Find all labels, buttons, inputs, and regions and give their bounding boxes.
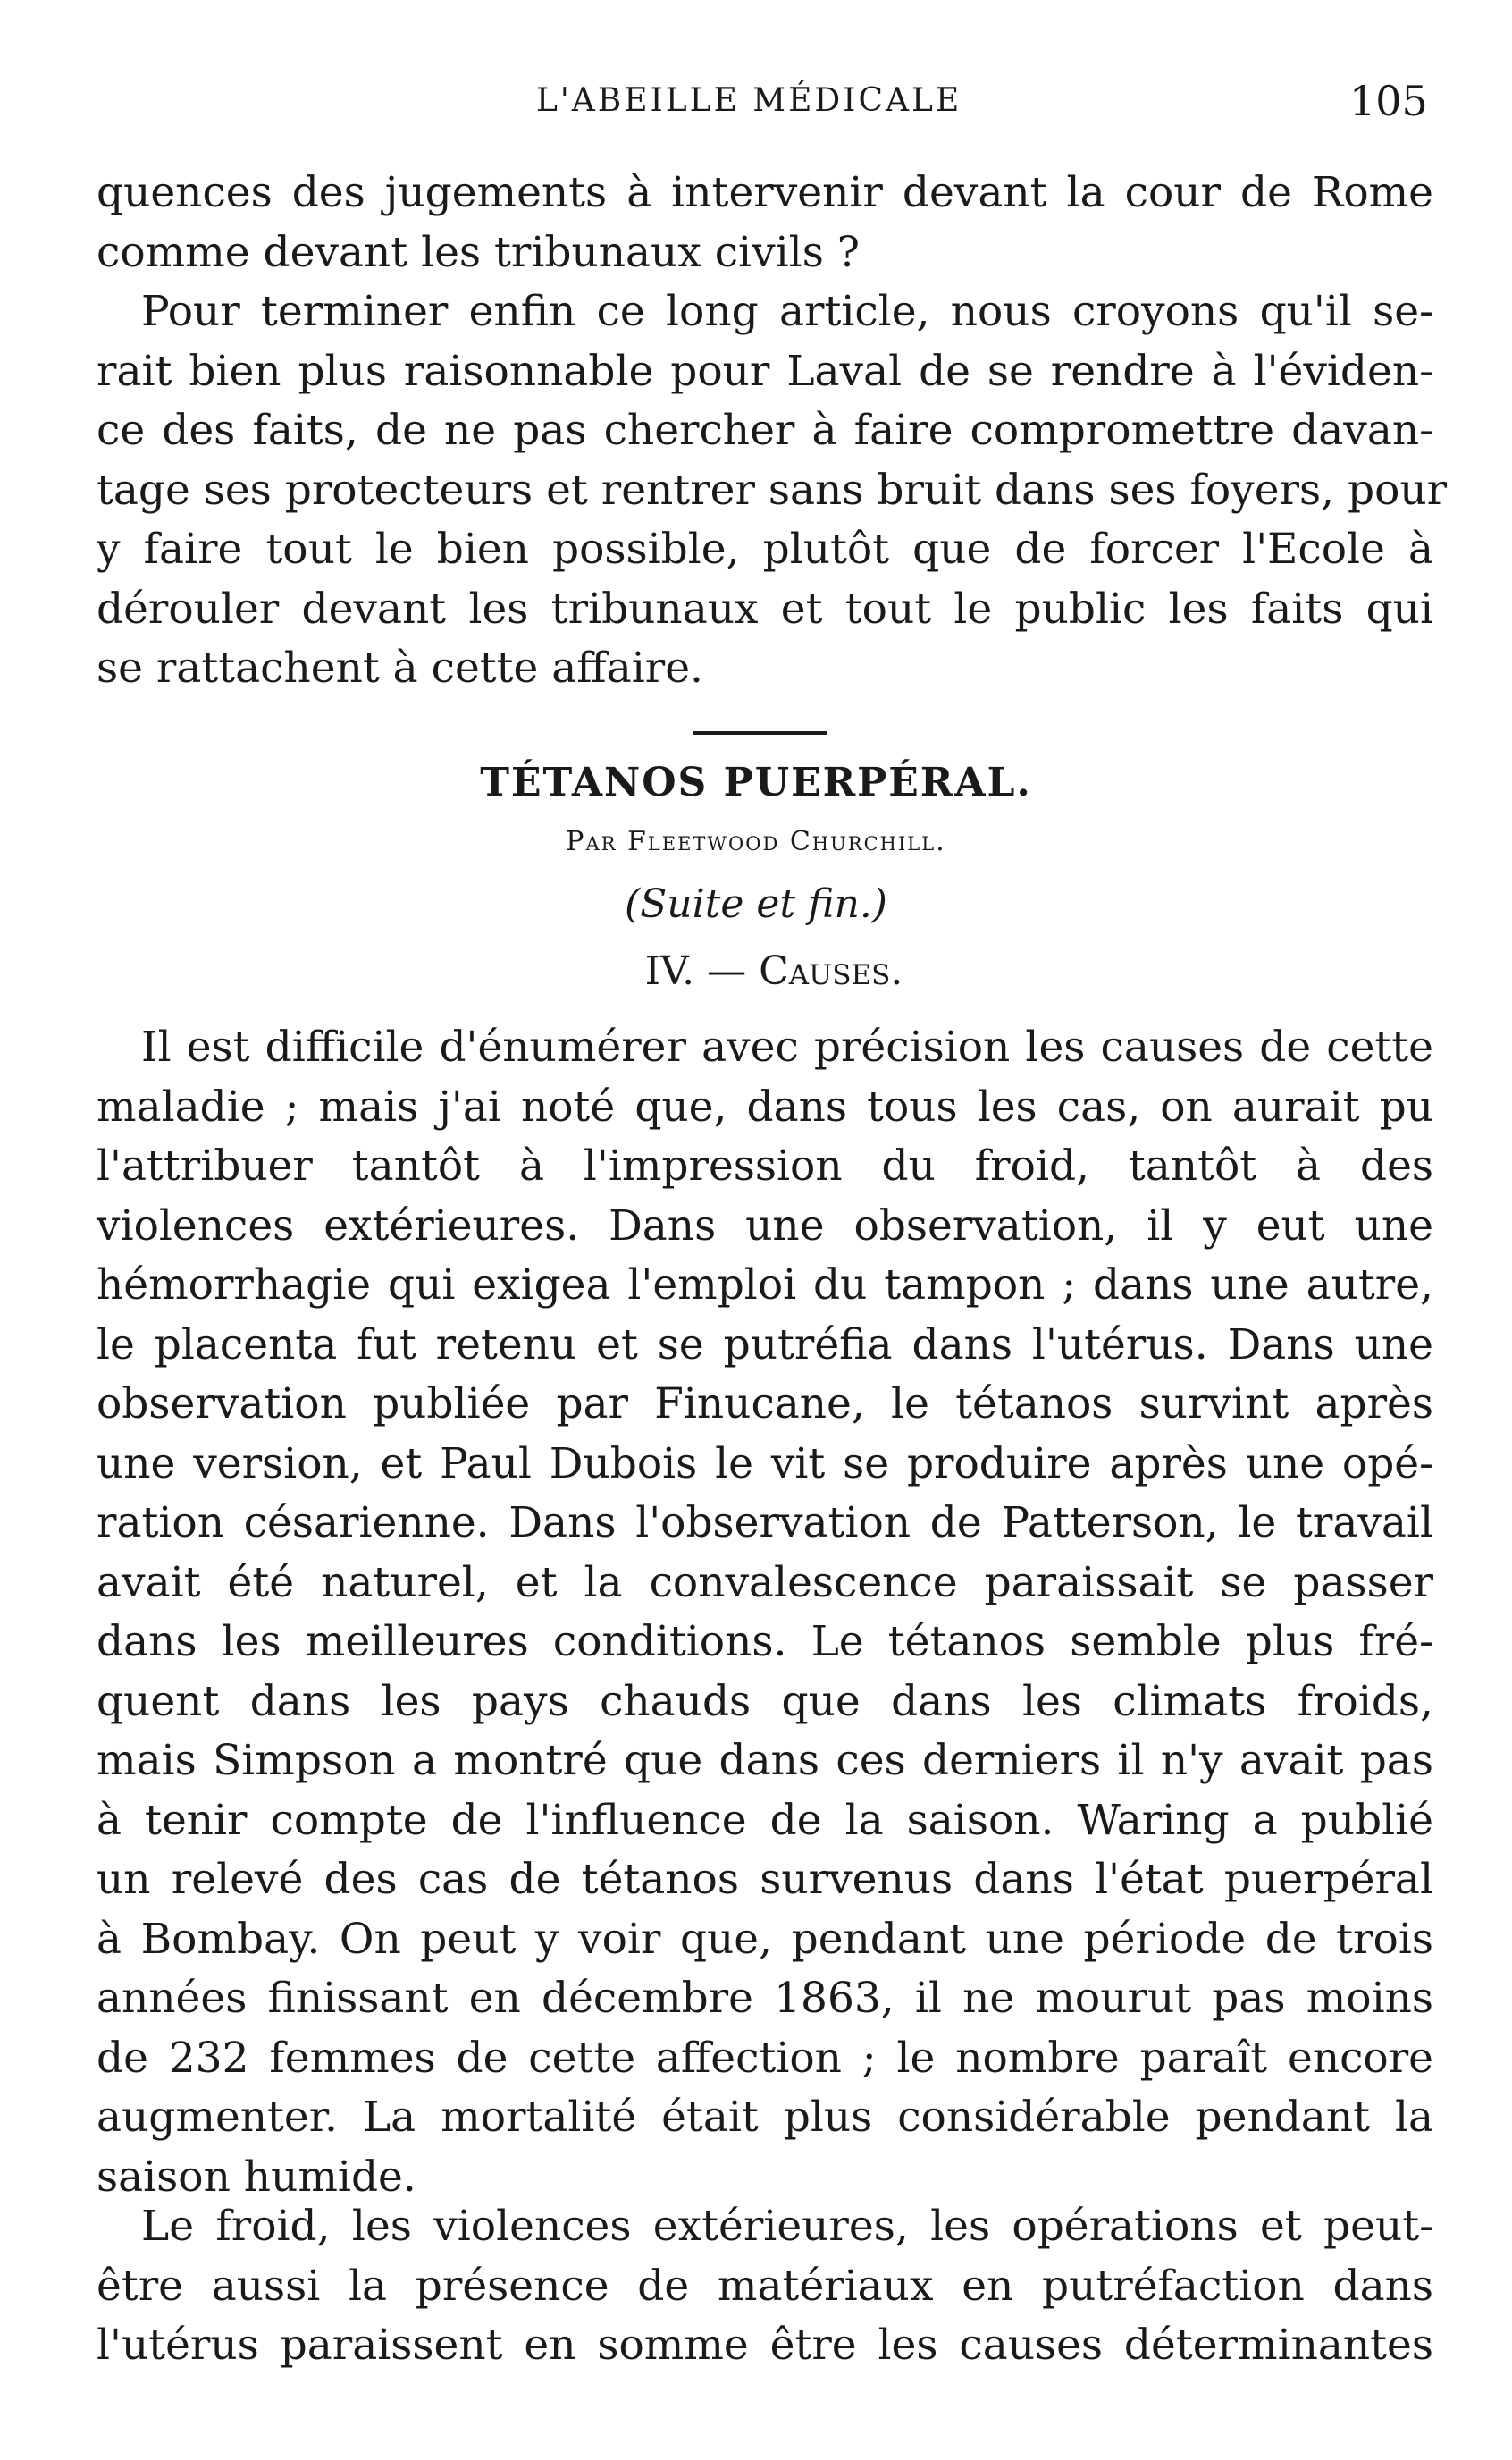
section-rule — [693, 731, 827, 735]
text-line: mais Simpson a montré que dans ces derniers il n'y avait pas — [97, 1736, 1433, 1785]
text-line: à Bombay. On peut y voir que, pendant une période de trois — [97, 1914, 1433, 1964]
text-line: tage ses protecteurs et rentrer sans bruit dans ses foyers, pour — [97, 465, 1448, 515]
text-line: à tenir compte de l'influence de la saison. Waring a publié — [97, 1795, 1433, 1845]
text-line: Il est difficile d'énumérer avec précision les causes de cette — [141, 1023, 1433, 1072]
text-line: le placenta fut retenu et se putréfia dans l'utérus. Dans une — [97, 1319, 1433, 1369]
continuation-note: (Suite et fin.) — [625, 881, 887, 927]
text-line: comme devant les tribunaux civils ? — [97, 227, 860, 277]
text-line: dérouler devant les tribunaux et tout le public les faits qui — [97, 584, 1433, 634]
paragraph-2 — [97, 282, 1448, 699]
paragraph-3 — [97, 1018, 1433, 2207]
text-line: ce des faits, de ne pas chercher à faire compromettre davan- — [97, 406, 1433, 455]
text-line: augmenter. La mortalité était plus considérable pendant la — [97, 2093, 1433, 2142]
text-line: de 232 femmes de cette affection ; le nombre paraît encore — [97, 2033, 1433, 2083]
text-line: l'attribuer tantôt à l'impression du froid, tantôt à des — [97, 1142, 1433, 1191]
text-line: avait été naturel, et la convalescence paraissait se passer — [97, 1557, 1433, 1607]
text-line: un relevé des cas de tétanos survenus dans l'état puerpéral — [97, 1855, 1433, 1904]
paragraph-4 — [97, 2197, 1433, 2376]
article-byline: Par Fleetwood Churchill. — [566, 826, 946, 857]
text-line: dans les meilleures conditions. Le tétanos semble plus fré- — [97, 1617, 1433, 1666]
text-line: être aussi la présence de matériaux en putréfaction dans — [97, 2261, 1433, 2311]
running-title: L'ABEILLE MÉDICALE — [536, 82, 962, 119]
text-line: rait bien plus raisonnable pour Laval de se rendre à l'éviden- — [97, 346, 1433, 396]
section-heading: IV. — Causes. — [644, 948, 903, 994]
text-line: Pour terminer enfin ce long article, nous croyons qu'il se- — [141, 287, 1433, 336]
text-line: violences extérieures. Dans une observation, il y eut une — [97, 1201, 1433, 1251]
text-line: hémorrhagie qui exigea l'emploi du tampon ; dans une autre, — [97, 1260, 1433, 1310]
paragraph-1 — [97, 164, 1433, 282]
article-title: TÉTANOS PUERPÉRAL. — [480, 760, 1032, 805]
text-line: y faire tout le bien possible, plutôt que de forcer l'Ecole à — [97, 525, 1433, 574]
text-line: l'utérus paraissent en somme être les causes déterminantes — [97, 2321, 1433, 2370]
text-line: observation publiée par Finucane, le tétanos survint après — [97, 1379, 1433, 1428]
text-line: ration césarienne. Dans l'observation de Patterson, le travail — [97, 1498, 1433, 1547]
text-line: saison humide. — [97, 2152, 416, 2202]
text-line: maladie ; mais j'ai noté que, dans tous les cas, on aurait pu — [97, 1082, 1433, 1132]
text-line: Le froid, les violences extérieures, les opérations et peut- — [141, 2202, 1433, 2251]
text-line: quent dans les pays chauds que dans les climats froids, — [97, 1676, 1433, 1726]
page-number: 105 — [1349, 77, 1428, 125]
text-line: une version, et Paul Dubois le vit se produire après une opé- — [97, 1438, 1433, 1488]
text-line: se rattachent à cette affaire. — [97, 644, 703, 693]
text-line: années finissant en décembre 1863, il ne mourut pas moins — [97, 1974, 1433, 2023]
text-line: quences des jugements à intervenir devant la cour de Rome — [97, 168, 1433, 217]
